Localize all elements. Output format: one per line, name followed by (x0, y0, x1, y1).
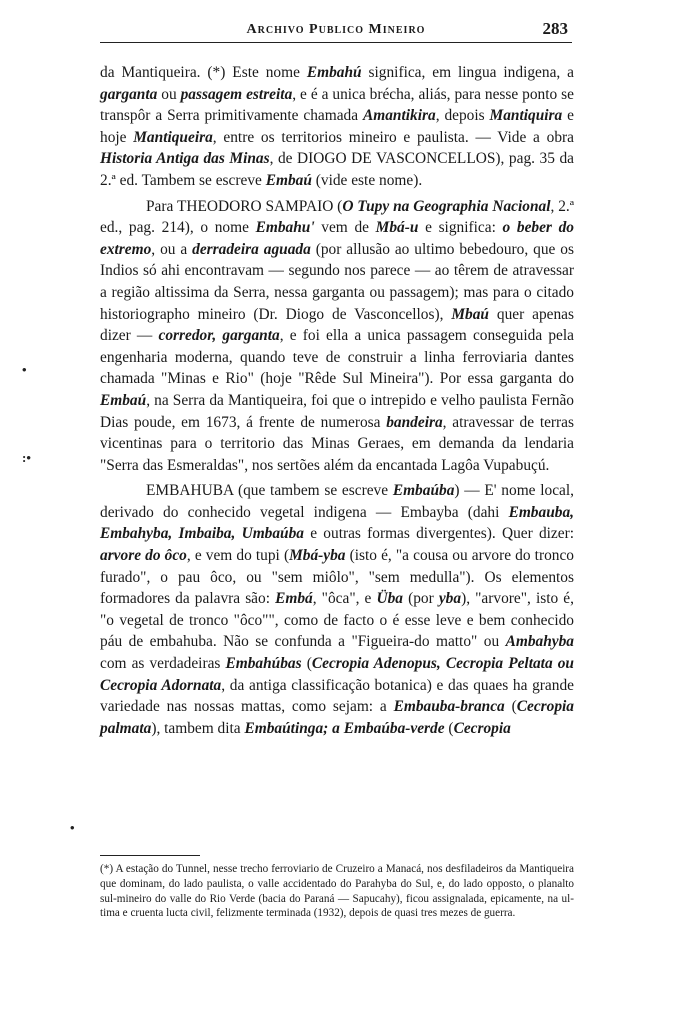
italic-run: Embaú (265, 171, 312, 189)
italic-run: Historia Antiga das Minas (100, 150, 270, 168)
text-run: ) — E' nome local, derivado do conhecido vegetal indigena — Embayba (dahi (100, 482, 574, 521)
text-run: ou (157, 85, 181, 103)
footnote-rule (100, 855, 200, 856)
text-run: vem de (314, 219, 376, 237)
text-run: , de DIOGO DE VASCONCELLOS), pag. 35 da 2.ª ed. Tambem se escreve (100, 150, 575, 189)
text-run: , entre os territorios mineiro e paulista. — Vide a obra (212, 128, 574, 146)
page-header (100, 18, 572, 43)
italic-run: O Tupy na Geographia Nacional (342, 197, 551, 215)
text-run: , "ôca", e (312, 590, 377, 608)
text-run: e outras formas divergentes). Quer dizer: (304, 525, 574, 543)
italic-run: Mbá-yba (289, 547, 346, 565)
text-run: , e foi ella a unica passagem conseguida pela engenharia moderna, quando teve de construir a linha ferroviaria dantes chamada "Minas e Rio" (hoje "Rêde Sul Mineira"). Por essa garganta do (100, 327, 574, 388)
italic-run: Mantiqueira (133, 128, 213, 146)
italic-run: o beber do extremo (100, 219, 574, 258)
text-run: ( (301, 655, 312, 673)
italic-run: garganta (100, 85, 158, 103)
text-run: , e vem do tupi ( (186, 547, 290, 565)
italic-run: Embahúbas (225, 655, 302, 673)
text-run: , depois (435, 107, 490, 125)
italic-run: Mbá-u (375, 219, 419, 237)
text-run: da Mantiqueira. (*) Este nome (100, 64, 307, 81)
italic-run: Embahú (306, 64, 362, 81)
italic-run: arvore do ôco (100, 547, 187, 565)
italic-run: Cecropia Adenopus, Cecropia Peltata ou Cecropia Adornata (100, 655, 574, 694)
text-run: ( (444, 719, 454, 737)
italic-run: passagem estreita (180, 85, 293, 103)
footnote: (*) A estação do Tunnel, nesse trecho ferroviario de Cruzeiro a Manacá, nos desfiladeiros da Mantiqueira que dominam, do lado paulista, o valle accidentado do Parahyba do Sul, e, do lado opposto, o planalto sul-mineiro do valle do Rio Verde (bacia do Paraná — Sapucahy), ficou assignalada, epicamente, na ultima e cruenta lucta civil, felizmente terminada (1932), depois de quasi tres mezes de guerra. (100, 863, 574, 920)
text-run: ), "arvore", isto é, "o vegetal de tronco "ôco"", como de facto o é esse leve e bem conhecido páu de embahuba. Não se confunda a "Figueira-do matto" ou (100, 590, 574, 651)
paragraph (100, 62, 574, 192)
italic-run: Amantikira (362, 107, 436, 125)
paragraph (100, 480, 574, 739)
italic-run: Embaúba (392, 482, 455, 500)
text-run: ), tambem dita (151, 719, 245, 737)
italic-run: Embaútinga; a Embaúba-verde (244, 719, 445, 737)
italic-run: derradeira aguada (192, 240, 311, 258)
italic-run: Embauba-branca (393, 698, 505, 716)
text-run: , ou a (151, 240, 193, 258)
margin-mark: :• (22, 450, 31, 465)
text-run: , atravessar de terras vicentinas para o territorio das Minas Geraes, em demanda da lendaria "Serra das Esmeraldas", nos sertões além da encantada Lagôa Vupabuçú. (100, 413, 574, 474)
italic-run: Embauba, Embahyba, Imbaiba, Umbaúba (100, 503, 574, 543)
italic-run: bandeira (386, 413, 443, 431)
text-run: ( (504, 698, 517, 716)
paragraph (100, 196, 574, 477)
text-run: Para THEODORO SAMPAIO ( (146, 197, 343, 215)
italic-run: Mbaú (451, 305, 489, 323)
italic-run: corredor, garganta (158, 327, 280, 345)
italic-run: yba (438, 590, 462, 608)
text-run: , e é a unica brécha, aliás, para nesse ponto se transpôr a Serra primitivamente chamada (100, 85, 574, 125)
italic-run: Embá (275, 590, 313, 608)
margin-mark: • (70, 820, 75, 835)
italic-run: Embahu' (255, 219, 315, 237)
page-number: 283 (542, 19, 568, 38)
text-run: EMBAHUBA (que tambem se escreve (146, 482, 393, 500)
text-run: com as verdadeiras (100, 655, 226, 673)
text-run: e significa: (418, 219, 503, 237)
text-run: (isto é, "a cousa ou arvore do tronco furado", o pau ôco, ou "sem miôlo", "sem medulla"). Os elementos formadores da palavra são: (100, 547, 575, 608)
text-run: , 2.ª ed., pag. 214), o nome (100, 197, 574, 237)
text-run: , da antiga classificação botanica) e das quaes ha grande variedade nas nossas mattas, como sejam: a (100, 676, 574, 716)
italic-run: Cecropia palmata (100, 698, 574, 737)
text-run: (por allusão ao ultimo bebedouro, que os Indios só ahi encontravam — segundo nos parece — ao têrem de atravessar a região altissima da Serra, nessa garganta ou passagem); mas para o citado historiographo mineiro (Dr. Diogo de Vasconcellos), (100, 240, 574, 323)
running-title: Archivo Publico Mineiro (246, 22, 426, 37)
margin-mark: • (22, 362, 27, 377)
text-run: significa, em lingua indigena, a (361, 64, 574, 81)
italic-run: Ambahyba (505, 633, 574, 651)
italic-run: Embaú (100, 391, 147, 409)
body-text (100, 62, 574, 739)
italic-run: Üba (376, 590, 403, 608)
italic-run: Cecropia (453, 719, 511, 737)
text-run: quer apenas dizer — (100, 305, 574, 345)
italic-run: Mantiquira (489, 107, 563, 125)
text-run: , na Serra da Mantiqueira, foi que o intrepido e velho paulista Fernão Dias poude, em 1673, á frente de numerosa (100, 391, 574, 431)
text-run: (vide este nome). (311, 171, 423, 189)
text-run: e hoje (100, 107, 574, 146)
text-run: (por (403, 590, 439, 608)
